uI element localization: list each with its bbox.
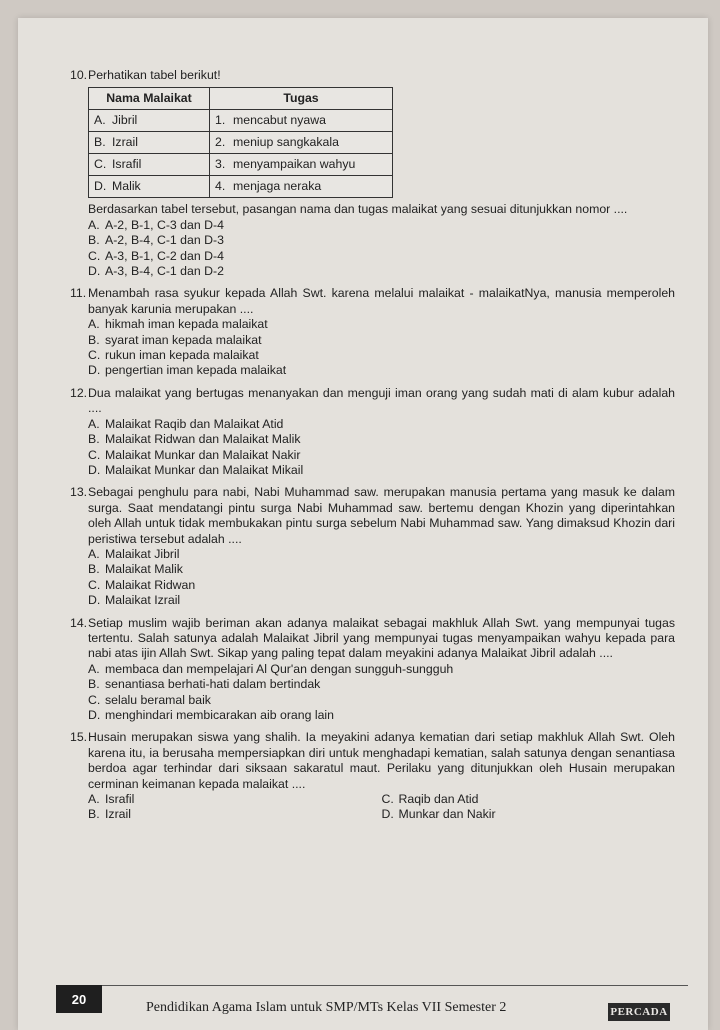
row-number: 4. xyxy=(215,179,226,194)
question-14 xyxy=(70,616,675,724)
question-number: 11. xyxy=(70,286,87,301)
row-number: 1. xyxy=(215,113,226,128)
answer-option[interactable]: B. senantiasa berhati-hati dalam bertindak xyxy=(88,677,321,692)
angel-name: Israfil xyxy=(112,157,142,172)
answer-option[interactable]: B. Malaikat Ridwan dan Malaikat Malik xyxy=(88,432,301,447)
question-text: Dua malaikat yang bertugas menanyakan dan menguji iman orang yang sudah mati di alam kubur adalah .... xyxy=(88,385,675,416)
question-text: Setiap muslim wajib beriman akan adanya malaikat sebagai makhluk Allah Swt. yang mempunyai tugas tertentu. Salah satunya adalah Malaikat Jibril yang mempunyai tugas menyampaikan wahyu kepada para nabi atas ijin Allah Swt. Sikap yang paling tepat dalam meyakini adanya Malaikat Jibril adalah .... xyxy=(88,615,675,661)
table-header-name: Nama Malaikat xyxy=(89,88,210,110)
book-title: Pendidikan Agama Islam untuk SMP/MTs Kelas VII Semester 2 xyxy=(146,1000,507,1015)
angel-task: mencabut nyawa xyxy=(233,113,326,128)
question-15 xyxy=(70,730,675,822)
angel-name: Malik xyxy=(112,179,141,194)
question-number: 10. xyxy=(70,68,88,82)
answer-option[interactable]: C. selalu beramal baik xyxy=(88,692,211,707)
answer-option[interactable]: C. rukun iman kepada malaikat xyxy=(88,348,259,363)
answer-option[interactable]: A. Israfil xyxy=(88,792,135,807)
answer-option[interactable]: B. Malaikat Malik xyxy=(88,562,183,577)
answer-option[interactable]: C. A-3, B-1, C-2 dan D-4 xyxy=(88,248,224,263)
answer-option[interactable]: D. menghindari membicarakan aib orang lain xyxy=(88,708,334,722)
page-footer xyxy=(18,985,708,1030)
page-number: 20 xyxy=(56,985,102,1013)
answer-option[interactable]: B. Izrail xyxy=(88,807,131,822)
table-row xyxy=(89,176,393,198)
answer-option[interactable]: A. A-2, B-1, C-3 dan D-4 xyxy=(88,217,224,232)
answer-option[interactable]: B. A-2, B-4, C-1 dan D-3 xyxy=(88,233,224,248)
question-12 xyxy=(70,386,675,478)
answer-option[interactable]: D. pengertian iman kepada malaikat xyxy=(88,363,287,378)
angel-task: menjaga neraka xyxy=(233,179,322,194)
question-number: 12. xyxy=(70,385,88,400)
angel-name: Izrail xyxy=(112,135,138,150)
answer-option[interactable]: A. membaca dan mempelajari Al Qur'an dengan sungguh-sungguh xyxy=(88,661,454,676)
question-10 xyxy=(70,68,675,279)
question-number: 14. xyxy=(70,615,88,630)
publisher-logo: PERCADA xyxy=(608,1003,670,1021)
answer-option[interactable]: D. A-3, B-4, C-1 dan D-2 xyxy=(88,264,224,279)
answer-option[interactable]: D. Malaikat Munkar dan Malaikat Mikail xyxy=(88,462,304,477)
answer-option[interactable]: B. syarat iman kepada malaikat xyxy=(88,332,262,347)
question-followup-text: Berdasarkan tabel tersebut, pasangan nama dan tugas malaikat yang sesuai ditunjukkan nomor .... xyxy=(88,202,628,217)
angel-task: meniup sangkakala xyxy=(233,135,339,150)
question-text: Perhatikan tabel berikut! xyxy=(88,68,221,82)
row-letter: A. xyxy=(94,113,106,128)
table-header-task: Tugas xyxy=(210,88,393,110)
answer-option[interactable]: A. Malaikat Jibril xyxy=(88,546,180,561)
question-text: Menambah rasa syukur kepada Allah Swt. karena melalui malaikat - malaikatNya, manusia memperoleh banyak karunia merupakan .... xyxy=(88,286,675,316)
row-letter: B. xyxy=(94,135,106,150)
question-text: Sebagai penghulu para nabi, Nabi Muhammad saw. merupakan manusia pertama yang masuk ke dalam surga. Saat mendatangi pintu surga Nabi Muhammad saw. bertemu dengan Khozin yang diperintahkan oleh Allah untuk tidak membukakan pintu surga sebelum Nabi Muhammad saw. Yang dimaksud Khozin dari peristiwa tersebut adalah .... xyxy=(88,485,675,546)
answer-option[interactable]: C. Malaikat Munkar dan Malaikat Nakir xyxy=(88,447,301,462)
row-letter: C. xyxy=(94,157,107,172)
angel-task: menyampaikan wahyu xyxy=(233,157,356,172)
question-number: 15. xyxy=(70,730,88,745)
angel-task-table xyxy=(88,87,393,198)
table-row xyxy=(89,132,393,154)
answer-option[interactable]: C. Malaikat Ridwan xyxy=(88,577,196,592)
footer-divider xyxy=(78,985,688,986)
row-number: 2. xyxy=(215,135,226,150)
answer-option[interactable]: C. Raqib dan Atid xyxy=(381,792,479,807)
table-row xyxy=(89,154,393,176)
answer-option[interactable]: D. Munkar dan Nakir xyxy=(381,807,496,822)
row-number: 3. xyxy=(215,157,226,172)
angel-name: Jibril xyxy=(112,113,138,128)
question-13 xyxy=(70,485,675,608)
question-text: Husain merupakan siswa yang shalih. Ia meyakini adanya kematian dari setiap makhluk Allah Swt. Oleh karena itu, ia berusaha mempersiapkan diri untuk menghadapi kematian, salah satunya dengan senantiasa berdoa agar terhindar dari siksaan sakaratul maut. Perilaku yang ditunjukkan oleh Husain merupakan cerminan keimanan kepada malaikat .... xyxy=(88,730,675,791)
row-letter: D. xyxy=(94,179,107,194)
answer-option[interactable]: A. hikmah iman kepada malaikat xyxy=(88,317,268,332)
answer-option[interactable]: D. Malaikat Izrail xyxy=(88,593,181,608)
question-11 xyxy=(70,286,675,378)
question-content xyxy=(70,68,675,823)
table-row xyxy=(89,110,393,132)
question-number: 13. xyxy=(70,485,88,500)
answer-option[interactable]: A. Malaikat Raqib dan Malaikat Atid xyxy=(88,416,284,431)
